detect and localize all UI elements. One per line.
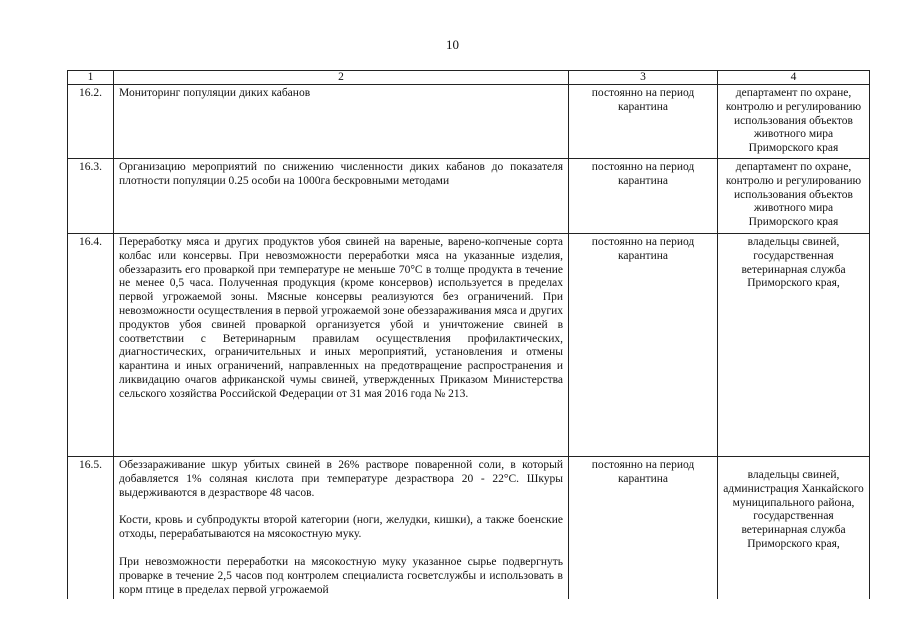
item-number: 16.4. [68,233,114,456]
item-number: 16.3. [68,158,114,233]
responsible-cell: владельцы свиней, государственная ветеринарная служба Приморского края, [718,233,870,456]
measures-table [67,70,870,599]
measure-description [114,85,569,159]
responsible-cell [718,456,870,599]
column-number-4: 4 [718,71,870,85]
responsible-text: владельцы свиней, администрация Ханкайского муниципального района, государственная ветеринарная служба Приморского края, [723,468,864,550]
responsible-cell: департамент по охране, контролю и регулированию использования объектов животного мира Приморского края [718,158,870,233]
measure-paragraph: Переработку мяса и других продуктов убоя свиней на вареные, варено-копченые сорта колбас или консервы. При невозможности переработки мяса на указанные изделия, обеззаразить его проваркой при температуре не меньше 70°С в толще продукта в течение не менее 0,5 часа. Полученная продукция (кроме консервов) используется в пределах первой угрожаемой зоны. Мясные консервы реализуются без ограничений. При невозможности осуществления в первой угрожаемой зоне обеззараживания мяса и других продуктов убоя свиней проваркой организуется убой и уничтожение свиней в соответствии с Ветеринарным правилам осуществления профилактических, диагностических, ограничительных и иных мероприятий, установления и отмены карантина и иных ограничений, направленных на предотвращение распространения и ликвидацию очагов африканской чумы свиней, утвержденных Приказом Министерства сельского хозяйства Российской Федерации от 31 мая 2016 года № 213. [119,235,563,400]
measure-paragraph: Мониторинг популяции диких кабанов [119,87,311,99]
measure-description [114,233,569,456]
measure-description [114,158,569,233]
deadline-cell: постоянно на период карантина [569,233,718,456]
column-number-1: 1 [68,71,114,85]
column-number-3: 3 [569,71,718,85]
column-number-row [68,71,870,85]
item-number: 16.5. [68,456,114,599]
page-number: 10 [446,37,459,52]
measure-paragraph: При невозможности переработки на мясокостную муку указанное сырье подвергнуть проварке в течение 2,5 часов под контролем специалиста госветслужбы и использовать в корм птице в пределах первой угрожаемой [119,555,563,596]
measure-paragraph: Обеззараживание шкур убитых свиней в 26% растворе поваренной соли, в который добавляется 1% соляная кислота при температуре дезраствора 20 - 22°С. Шкуры выдерживаются в дезрастворе 48 часов. [119,458,563,499]
measure-paragraph: Кости, кровь и субпродукты второй категории (ноги, желудки, кишки), а также боенские отходы, перерабатываются на мясокостную муку. [119,514,563,541]
measure-paragraph: Организацию мероприятий по снижению численности диких кабанов до показателя плотности популяции 0.25 особи на 1000га бескровными методами [119,160,563,187]
responsible-cell: департамент по охране, контролю и регулированию использования объектов животного мира Приморского края [718,85,870,159]
column-number-2: 2 [114,71,569,85]
table-row [68,158,870,233]
measure-description [114,456,569,599]
deadline-cell: постоянно на период карантина [569,158,718,233]
item-number: 16.2. [68,85,114,159]
table-row [68,456,870,599]
table-row [68,233,870,456]
deadline-cell: постоянно на период карантина [569,456,718,599]
deadline-cell: постоянно на период карантина [569,85,718,159]
table-row [68,85,870,159]
